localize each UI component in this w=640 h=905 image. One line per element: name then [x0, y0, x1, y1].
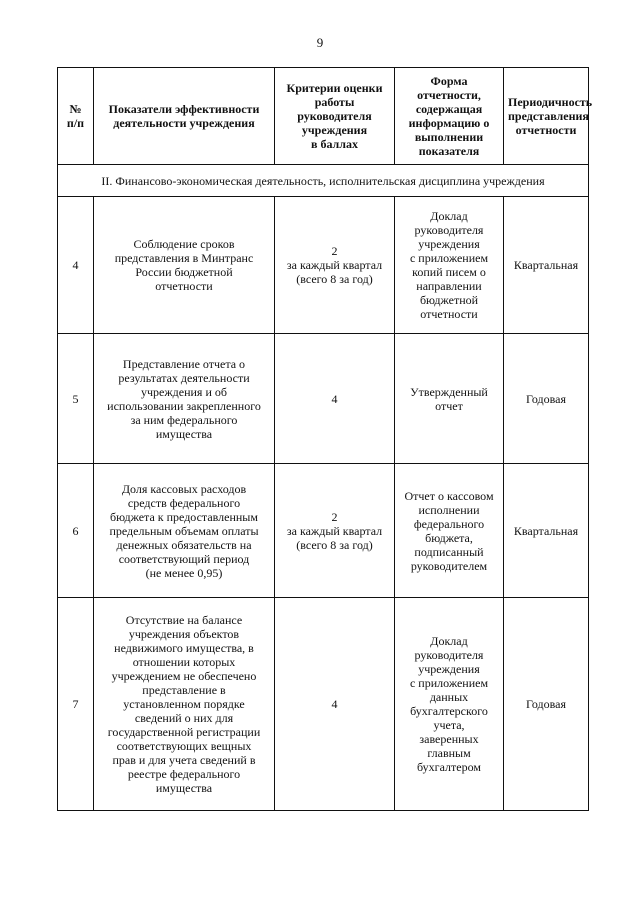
row-criteria: 4	[275, 598, 395, 811]
row-form: Отчет о кассовом исполнении федерального бюджета, подписанный руководителем	[395, 464, 504, 598]
row-num: 4	[58, 197, 94, 334]
table-row	[58, 197, 589, 334]
performance-indicators-table	[57, 67, 593, 811]
header-criteria: Критерии оценки работы руководителя учреждения в баллах	[275, 68, 395, 165]
row-periodicity: Годовая	[504, 598, 589, 811]
row-num: 5	[58, 334, 94, 464]
row-periodicity: Годовая	[504, 334, 589, 464]
table-row	[58, 464, 589, 598]
row-indicator: Представление отчета о результатах деятельности учреждения и об использовании закрепленного за ним федерального имущества	[94, 334, 275, 464]
row-num: 7	[58, 598, 94, 811]
row-criteria: 4	[275, 334, 395, 464]
row-criteria: 2 за каждый квартал (всего 8 за год)	[275, 464, 395, 598]
row-form: Доклад руководителя учреждения с приложением данных бухгалтерского учета, заверенных главным бухгалтером	[395, 598, 504, 811]
row-indicator: Отсутствие на балансе учреждения объектов недвижимого имущества, в отношении которых учреждением не обеспечено представление в установленном порядке сведений о них для государственной регистрации соответствующих вещных прав и для учета сведений в реестре федерального имущества	[94, 598, 275, 811]
header-num: № п/п	[58, 68, 94, 165]
table-row	[58, 334, 589, 464]
table-header-row	[58, 68, 589, 165]
section-row	[58, 165, 589, 197]
row-indicator: Доля кассовых расходов средств федерального бюджета к предоставленным предельным объемам оплаты денежных обязательств на соответствующий период (не менее 0,95)	[94, 464, 275, 598]
row-periodicity: Квартальная	[504, 464, 589, 598]
row-num: 6	[58, 464, 94, 598]
header-indicator: Показатели эффективности деятельности учреждения	[94, 68, 275, 165]
row-form: Утвержденный отчет	[395, 334, 504, 464]
header-form: Форма отчетности, содержащая информацию о выполнении показателя	[395, 68, 504, 165]
row-form: Доклад руководителя учреждения с приложением копий писем о направлении бюджетной отчетности	[395, 197, 504, 334]
page-number: 9	[316, 35, 324, 50]
row-indicator: Соблюдение сроков представления в Минтранс России бюджетной отчетности	[94, 197, 275, 334]
table-row	[58, 598, 589, 811]
section-title: II. Финансово-экономическая деятельность, исполнительская дисциплина учреждения	[58, 165, 589, 197]
header-periodicity: Периодичность представления отчетности	[504, 68, 589, 165]
row-periodicity: Квартальная	[504, 197, 589, 334]
row-criteria: 2 за каждый квартал (всего 8 за год)	[275, 197, 395, 334]
